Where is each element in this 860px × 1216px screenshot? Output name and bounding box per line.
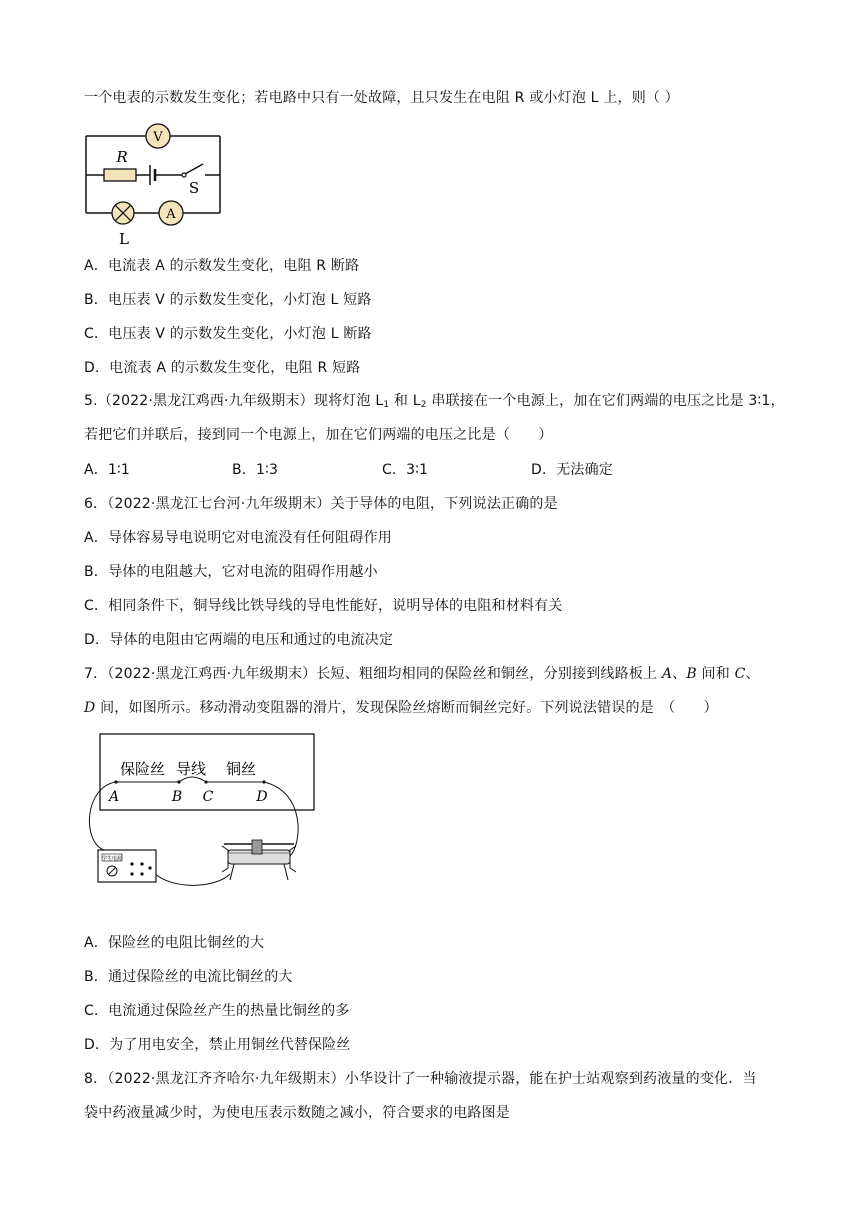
voltmeter-label: V bbox=[153, 130, 163, 145]
q8-stem-line1: 8．（2022·黑龙江齐齐哈尔·九年级期末）小华设计了一种输液提示器，能在护士站观察到药液量的变化．当 bbox=[84, 1071, 757, 1087]
q7-stem-line1: 7．（2022·黑龙江鸡西·九年级期末）长短、粗细均相同的保险丝和铜丝，分别接到线路板上 A、B 间和 C、 bbox=[84, 666, 760, 682]
switch-label: S bbox=[188, 179, 200, 197]
fuse-label: 保险丝 bbox=[120, 760, 166, 778]
point-a-label: A bbox=[108, 789, 120, 805]
power-supply-icon bbox=[98, 850, 156, 882]
ammeter-label: A bbox=[166, 207, 176, 222]
q7-option-c: C．电流通过保险丝产生的热量比铜丝的多 bbox=[84, 1003, 350, 1019]
point-d-label: D bbox=[256, 789, 268, 805]
q5-option-a: A．1∶1 bbox=[84, 462, 131, 478]
wire-label: 导线 bbox=[176, 760, 207, 778]
resistor-label: R bbox=[116, 148, 128, 166]
switch-symbol bbox=[185, 164, 203, 174]
q4-option-a: A．电流表 A 的示数发生变化，电阻 R 断路 bbox=[84, 258, 360, 274]
q7-option-a: A．保险丝的电阻比铜丝的大 bbox=[84, 935, 265, 951]
q5-option-b: B．1∶3 bbox=[232, 462, 279, 478]
q6-option-b: B．导体的电阻越大，它对电流的阻碍作用越小 bbox=[84, 564, 378, 580]
bulb-label: L bbox=[119, 230, 129, 248]
q7-option-b: B．通过保险丝的电流比铜丝的大 bbox=[84, 969, 293, 985]
q6-option-a: A．导体容易导电说明它对电流没有任何阻碍作用 bbox=[84, 530, 392, 546]
resistor-symbol bbox=[104, 169, 136, 181]
q7-experiment-diagram bbox=[84, 732, 320, 888]
q7-option-d: D．为了用电安全，禁止用铜丝代替保险丝 bbox=[84, 1037, 351, 1053]
q4-circuit-diagram bbox=[84, 122, 224, 248]
rheostat-icon bbox=[222, 840, 296, 880]
q5-option-d: D．无法确定 bbox=[531, 462, 613, 478]
q5-stem-line1: 5.（2022·黑龙江鸡西·九年级期末）现将灯泡 $L_1$ 和 $L_2$ 串联接在一个电源上，加在它们两端的电压之比是 3∶1， bbox=[84, 393, 785, 410]
copper-label: 铜丝 bbox=[226, 760, 257, 778]
q5-stem-line2: 若把它们并联后，接到同一个电源上，加在它们两端的电压之比是（ ） bbox=[84, 427, 553, 443]
q4-option-b: B．电压表 V 的示数发生变化，小灯泡 L 短路 bbox=[84, 292, 372, 308]
q5-option-c: C．3∶1 bbox=[382, 462, 429, 478]
q8-stem-line2: 袋中药液量减少时，为使电压表示数随之减小，符合要求的电路图是 bbox=[84, 1105, 510, 1121]
q6-option-d: D．导体的电阻由它两端的电压和通过的电流决定 bbox=[84, 632, 394, 648]
q4-option-c: C．电压表 V 的示数发生变化，小灯泡 L 断路 bbox=[84, 326, 372, 342]
q6-option-c: C．相同条件下，铜导线比铁导线的导电性能好，说明导体的电阻和材料有关 bbox=[84, 598, 563, 614]
power-supply-label: 学生电源 bbox=[101, 856, 123, 862]
point-c-label: C bbox=[202, 789, 214, 805]
q4-option-d: D．电流表 A 的示数发生变化，电阻 R 短路 bbox=[84, 360, 361, 376]
point-b-label: B bbox=[171, 789, 183, 805]
q4-stem-tail: 一个电表的示数发生变化；若电路中只有一处故障，且只发生在电阻 R 或小灯泡 L 上，则（ ） bbox=[84, 90, 679, 106]
q7-stem-line2: D 间，如图所示。移动滑动变阻器的滑片，发现保险丝熔断而铜丝完好。下列说法错误的是 （ ） bbox=[84, 700, 718, 716]
q6-stem: 6．（2022·黑龙江七台河·九年级期末）关于导体的电阻，下列说法正确的是 bbox=[84, 496, 558, 512]
